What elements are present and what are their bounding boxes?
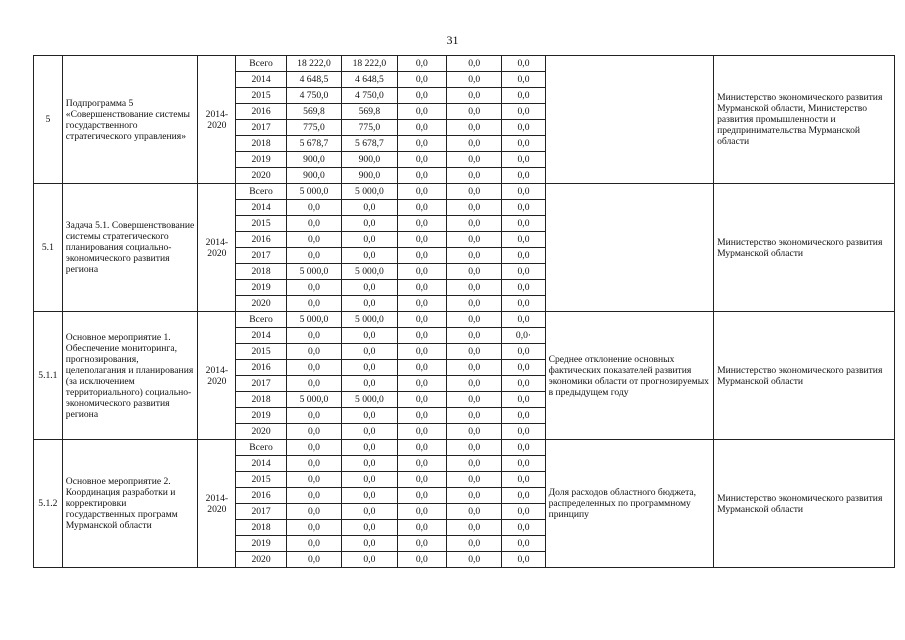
year-label: 2019 xyxy=(236,408,286,424)
financing-table xyxy=(33,55,895,568)
value-cell: 0,0 xyxy=(397,248,446,264)
value-cell: 5 000,0 xyxy=(286,312,341,328)
year-label: 2019 xyxy=(236,536,286,552)
value-cell: 0,0 xyxy=(342,200,397,216)
value-cell: 4 750,0 xyxy=(342,88,397,104)
value-cell: 0,0 xyxy=(397,552,446,568)
row-indicator: Среднее отклонение основных фактических показателей развития экономики области от прогнозируемых в предыдущем году xyxy=(545,312,714,440)
value-cell: 0,0 xyxy=(502,168,545,184)
value-cell: 0,0 xyxy=(502,88,545,104)
value-cell: 0,0 xyxy=(446,392,501,408)
value-cell: 18 222,0 xyxy=(342,56,397,72)
value-cell: 0,0 xyxy=(502,248,545,264)
value-cell: 0,0 xyxy=(342,248,397,264)
year-label: 2015 xyxy=(236,88,286,104)
value-cell: 0,0 xyxy=(342,376,397,392)
row-period: 2014-2020 xyxy=(198,312,236,440)
table-row xyxy=(34,440,895,456)
year-label: 2019 xyxy=(236,280,286,296)
row-indicator xyxy=(545,184,714,312)
value-cell: 0,0 xyxy=(397,72,446,88)
value-cell: 0,0 xyxy=(502,136,545,152)
value-cell: 0,0 xyxy=(446,328,501,344)
value-cell: 0,0 xyxy=(397,184,446,200)
year-label: 2018 xyxy=(236,264,286,280)
value-cell: 0,0 xyxy=(502,536,545,552)
value-cell: 0,0 xyxy=(446,56,501,72)
value-cell: 0,0 xyxy=(446,552,501,568)
value-cell: 0,0 xyxy=(502,120,545,136)
value-cell: 0,0 xyxy=(446,504,501,520)
value-cell: 900,0 xyxy=(286,152,341,168)
value-cell: 0,0 xyxy=(397,376,446,392)
value-cell: 0,0 xyxy=(286,328,341,344)
value-cell: 0,0 xyxy=(446,376,501,392)
value-cell: 0,0 xyxy=(397,440,446,456)
year-label: 2016 xyxy=(236,104,286,120)
page-number: 31 xyxy=(446,33,459,47)
value-cell: 0,0 xyxy=(397,120,446,136)
value-cell: 5 000,0 xyxy=(342,392,397,408)
value-cell: 0,0 xyxy=(286,552,341,568)
value-cell: 0,0 xyxy=(446,440,501,456)
value-cell: 0,0 xyxy=(502,408,545,424)
value-cell: 0,0 xyxy=(446,280,501,296)
value-cell: 0,0 xyxy=(446,408,501,424)
row-executor: Министерство экономического развития Мурманской области xyxy=(714,312,895,440)
row-period: 2014-2020 xyxy=(198,56,236,184)
table-row xyxy=(34,312,895,328)
value-cell: 5 000,0 xyxy=(342,184,397,200)
row-name: Основное мероприятие 1. Обеспечение мониторинга, прогнозирования, целеполагания и планирования (за исключением территориального) социально-экономического развития региона xyxy=(62,312,198,440)
value-cell: 0,0 xyxy=(342,552,397,568)
value-cell: 0,0 xyxy=(342,216,397,232)
year-label: Всего xyxy=(236,440,286,456)
value-cell: 775,0 xyxy=(342,120,397,136)
value-cell: 0,0 xyxy=(397,296,446,312)
value-cell: 4 648,5 xyxy=(286,72,341,88)
value-cell: 0,0 xyxy=(502,200,545,216)
year-label: Всего xyxy=(236,312,286,328)
year-label: 2016 xyxy=(236,360,286,376)
year-label: 2018 xyxy=(236,392,286,408)
value-cell: 0,0 xyxy=(446,296,501,312)
value-cell: 0,0 xyxy=(342,424,397,440)
value-cell: 569,8 xyxy=(286,104,341,120)
value-cell: 0,0 xyxy=(342,408,397,424)
value-cell: 0,0 xyxy=(286,296,341,312)
year-label: 2020 xyxy=(236,296,286,312)
value-cell: 0,0 xyxy=(342,488,397,504)
value-cell: 0,0 xyxy=(446,472,501,488)
value-cell: 0,0 xyxy=(342,520,397,536)
row-executor: Министерство экономического развития Мурманской области xyxy=(714,440,895,568)
value-cell: 0,0 xyxy=(446,344,501,360)
value-cell: 0,0 xyxy=(502,296,545,312)
value-cell: 0,0 xyxy=(446,136,501,152)
value-cell: 0,0 xyxy=(286,376,341,392)
value-cell: 0,0 xyxy=(502,392,545,408)
year-label: 2020 xyxy=(236,168,286,184)
value-cell: 775,0 xyxy=(286,120,341,136)
value-cell: 4 648,5 xyxy=(342,72,397,88)
year-label: 2019 xyxy=(236,152,286,168)
value-cell: 0,0 xyxy=(397,168,446,184)
value-cell: 0,0 xyxy=(286,360,341,376)
year-label: 2018 xyxy=(236,520,286,536)
value-cell: 18 222,0 xyxy=(286,56,341,72)
year-label: 2020 xyxy=(236,424,286,440)
value-cell: 0,0 xyxy=(397,312,446,328)
value-cell: 5 000,0 xyxy=(286,392,341,408)
value-cell: 0,0 xyxy=(446,488,501,504)
year-label: 2016 xyxy=(236,232,286,248)
value-cell: 0,0 xyxy=(286,216,341,232)
value-cell: 0,0 xyxy=(397,216,446,232)
value-cell: 0,0 xyxy=(502,56,545,72)
year-label: 2018 xyxy=(236,136,286,152)
value-cell: 569,8 xyxy=(342,104,397,120)
row-period: 2014-2020 xyxy=(198,440,236,568)
year-label: 2015 xyxy=(236,472,286,488)
value-cell: 0,0 xyxy=(397,136,446,152)
value-cell: 0,0 xyxy=(446,200,501,216)
year-label: 2014 xyxy=(236,456,286,472)
value-cell: 0,0 xyxy=(397,264,446,280)
value-cell: 0,0 xyxy=(342,504,397,520)
value-cell: 0,0 xyxy=(446,72,501,88)
value-cell: 0,0 xyxy=(446,360,501,376)
value-cell: 0,0 xyxy=(286,344,341,360)
value-cell: 0,0 xyxy=(502,504,545,520)
value-cell: 0,0 xyxy=(397,328,446,344)
value-cell: 0,0 xyxy=(342,440,397,456)
value-cell: 0,0 xyxy=(342,344,397,360)
value-cell: 0,0 xyxy=(502,152,545,168)
value-cell: 5 678,7 xyxy=(342,136,397,152)
value-cell: 0,0 xyxy=(286,536,341,552)
value-cell: 0,0 xyxy=(397,344,446,360)
value-cell: 0,0 xyxy=(342,232,397,248)
value-cell: 0,0 xyxy=(397,104,446,120)
value-cell: 0,0 xyxy=(397,56,446,72)
value-cell: 0,0 xyxy=(286,456,341,472)
row-indicator: Доля расходов областного бюджета, распределенных по программному принципу xyxy=(545,440,714,568)
value-cell: 0,0 xyxy=(286,232,341,248)
value-cell: 0,0 xyxy=(502,424,545,440)
value-cell: 0,0 xyxy=(502,264,545,280)
row-period: 2014-2020 xyxy=(198,184,236,312)
value-cell: 0,0 xyxy=(397,392,446,408)
value-cell: 0,0 xyxy=(446,104,501,120)
row-name: Задача 5.1. Совершенствование системы стратегического планирования социально-экономического развития региона xyxy=(62,184,198,312)
row-executor: Министерство экономического развития Мурманской области xyxy=(714,184,895,312)
value-cell: 5 000,0 xyxy=(342,312,397,328)
year-label: 2014 xyxy=(236,72,286,88)
row-executor: Министерство экономического развития Мурманской области, Министерство развития промышленности и предпринимательства Мурманской области xyxy=(714,56,895,184)
row-number: 5.1 xyxy=(34,184,63,312)
value-cell: 0,0 xyxy=(446,520,501,536)
value-cell: 0,0 xyxy=(286,408,341,424)
value-cell: 0,0 xyxy=(446,152,501,168)
value-cell: 5 678,7 xyxy=(286,136,341,152)
value-cell: 0,0 xyxy=(502,472,545,488)
year-label: 2017 xyxy=(236,376,286,392)
value-cell: 0,0 xyxy=(446,264,501,280)
value-cell: 5 000,0 xyxy=(342,264,397,280)
year-label: Всего xyxy=(236,184,286,200)
value-cell: 900,0 xyxy=(342,168,397,184)
year-label: 2015 xyxy=(236,344,286,360)
table-row xyxy=(34,56,895,72)
value-cell: 0,0 xyxy=(397,408,446,424)
value-cell: 0,0 xyxy=(502,360,545,376)
value-cell: 0,0 xyxy=(502,520,545,536)
value-cell: 0,0 xyxy=(286,520,341,536)
value-cell: 0,0 xyxy=(446,168,501,184)
value-cell: 0,0 xyxy=(502,376,545,392)
year-label: 2017 xyxy=(236,504,286,520)
value-cell: 5 000,0 xyxy=(286,264,341,280)
value-cell: 0,0 xyxy=(446,312,501,328)
value-cell: 0,0 xyxy=(446,216,501,232)
value-cell: 0,0 xyxy=(502,552,545,568)
value-cell: 0,0 xyxy=(397,200,446,216)
value-cell: 0,0 xyxy=(342,472,397,488)
value-cell: 0,0 xyxy=(397,536,446,552)
value-cell: 0,0 xyxy=(397,504,446,520)
value-cell: 0,0 xyxy=(446,248,501,264)
year-label: 2015 xyxy=(236,216,286,232)
value-cell: 0,0 xyxy=(286,440,341,456)
value-cell: 0,0 xyxy=(397,232,446,248)
value-cell: 0,0 xyxy=(446,456,501,472)
value-cell: 0,0 xyxy=(502,456,545,472)
value-cell: 5 000,0 xyxy=(286,184,341,200)
value-cell: 0,0 xyxy=(502,232,545,248)
value-cell: 0,0 xyxy=(342,360,397,376)
row-number: 5 xyxy=(34,56,63,184)
value-cell: 0,0· xyxy=(502,328,545,344)
year-label: 2014 xyxy=(236,200,286,216)
value-cell: 0,0 xyxy=(502,488,545,504)
row-number: 5.1.2 xyxy=(34,440,63,568)
value-cell: 0,0 xyxy=(286,504,341,520)
value-cell: 0,0 xyxy=(446,424,501,440)
value-cell: 900,0 xyxy=(342,152,397,168)
value-cell: 0,0 xyxy=(397,424,446,440)
value-cell: 0,0 xyxy=(342,536,397,552)
value-cell: 0,0 xyxy=(446,88,501,104)
value-cell: 0,0 xyxy=(502,440,545,456)
value-cell: 900,0 xyxy=(286,168,341,184)
value-cell: 0,0 xyxy=(446,536,501,552)
value-cell: 0,0 xyxy=(502,184,545,200)
row-number: 5.1.1 xyxy=(34,312,63,440)
value-cell: 0,0 xyxy=(446,184,501,200)
value-cell: 0,0 xyxy=(446,232,501,248)
value-cell: 0,0 xyxy=(342,280,397,296)
value-cell: 0,0 xyxy=(397,488,446,504)
value-cell: 0,0 xyxy=(502,72,545,88)
year-label: 2016 xyxy=(236,488,286,504)
table-row xyxy=(34,184,895,200)
value-cell: 0,0 xyxy=(397,520,446,536)
value-cell: 0,0 xyxy=(342,328,397,344)
value-cell: 0,0 xyxy=(342,296,397,312)
row-indicator xyxy=(545,56,714,184)
value-cell: 0,0 xyxy=(502,104,545,120)
value-cell: 0,0 xyxy=(286,488,341,504)
year-label: 2014 xyxy=(236,328,286,344)
year-label: 2017 xyxy=(236,120,286,136)
value-cell: 0,0 xyxy=(286,200,341,216)
year-label: Всего xyxy=(236,56,286,72)
year-label: 2020 xyxy=(236,552,286,568)
value-cell: 4 750,0 xyxy=(286,88,341,104)
value-cell: 0,0 xyxy=(286,424,341,440)
row-name: Подпрограмма 5 «Совершенствование системы государственного стратегического управления» xyxy=(62,56,198,184)
row-name: Основное мероприятие 2. Координация разработки и корректировки государственных программ Мурманской области xyxy=(62,440,198,568)
value-cell: 0,0 xyxy=(286,280,341,296)
value-cell: 0,0 xyxy=(397,280,446,296)
value-cell: 0,0 xyxy=(502,312,545,328)
value-cell: 0,0 xyxy=(397,456,446,472)
value-cell: 0,0 xyxy=(446,120,501,136)
value-cell: 0,0 xyxy=(342,456,397,472)
value-cell: 0,0 xyxy=(286,472,341,488)
value-cell: 0,0 xyxy=(397,360,446,376)
value-cell: 0,0 xyxy=(286,248,341,264)
value-cell: 0,0 xyxy=(502,216,545,232)
value-cell: 0,0 xyxy=(397,152,446,168)
value-cell: 0,0 xyxy=(502,344,545,360)
value-cell: 0,0 xyxy=(397,88,446,104)
value-cell: 0,0 xyxy=(502,280,545,296)
year-label: 2017 xyxy=(236,248,286,264)
value-cell: 0,0 xyxy=(397,472,446,488)
